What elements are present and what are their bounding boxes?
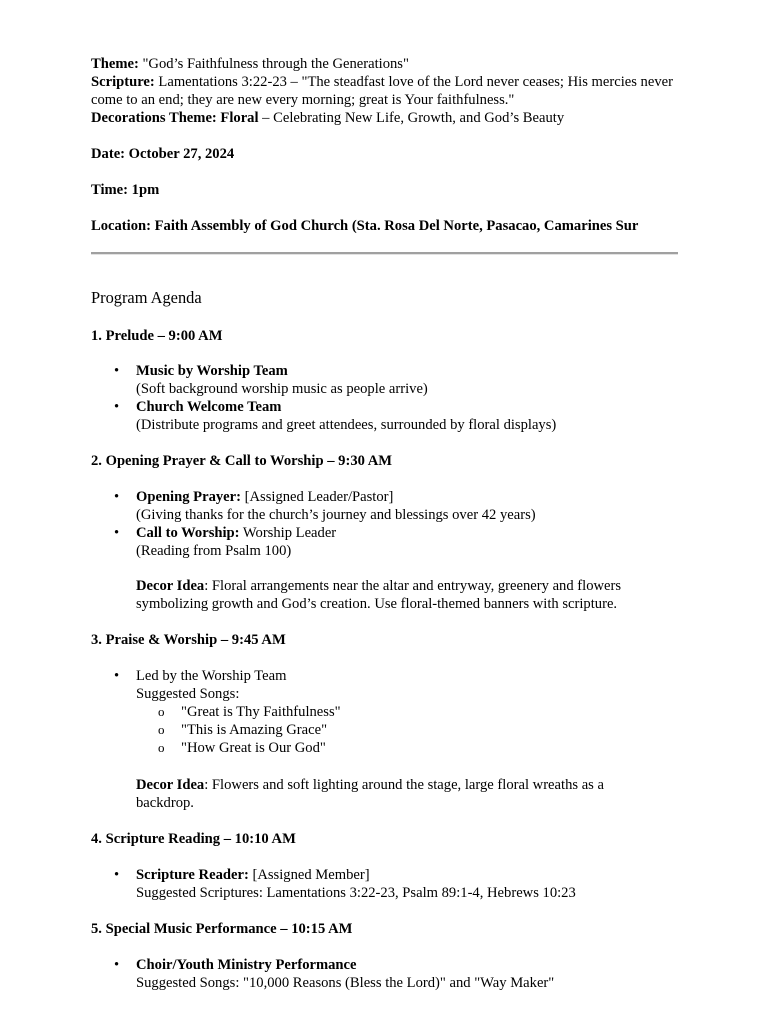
list-item <box>91 398 698 434</box>
decorations-text: – Celebrating New Life, Growth, and God’s Beauty <box>258 110 565 126</box>
agenda-item-list <box>91 488 698 560</box>
scripture-text: Lamentations 3:22-23 – "The steadfast love of the Lord never ceases; His mercies never come to an end; they are new every morning; great is Your faithfulness." <box>91 74 673 108</box>
bullet-note: Suggested Scriptures: Lamentations 3:22-23, Psalm 89:1-4, Hebrews 10:23 <box>136 885 576 901</box>
agenda-item-list <box>91 956 768 992</box>
agenda-item-heading: 2. Opening Prayer & Call to Worship – 9:30 AM <box>91 453 393 469</box>
song-item: o "How Great is Our God" <box>136 739 698 757</box>
bullet-note: (Soft background worship music as people arrive) <box>136 381 428 397</box>
scripture-line <box>91 73 698 109</box>
agenda-item-heading: 4. Scripture Reading – 10:10 AM <box>91 831 296 847</box>
bullet-note: (Giving thanks for the church’s journey and blessings over 42 years) <box>136 507 536 523</box>
decor-idea <box>136 577 640 613</box>
bullet-label: Music by Worship Team <box>136 363 288 379</box>
song-item: o "This is Amazing Grace" <box>136 721 698 739</box>
agenda-item-heading: 5. Special Music Performance – 10:15 AM <box>91 921 353 937</box>
agenda-title: Program Agenda <box>91 288 202 307</box>
list-item <box>91 956 768 992</box>
decorations-label: Decorations Theme: Floral <box>91 110 259 126</box>
decor-idea-text: : Flowers and soft lighting around the stage, large floral wreaths as a backdrop. <box>136 777 604 811</box>
bullet-text: [Assigned Member] <box>248 867 370 883</box>
theme-line <box>91 55 698 73</box>
bullet-label: Church Welcome Team <box>136 399 282 415</box>
bullet-text: Worship Leader <box>239 525 337 541</box>
suggested-songs-list <box>136 703 698 757</box>
agenda-item-heading: 1. Prelude – 9:00 AM <box>91 328 223 344</box>
bullet-label: Call to Worship: <box>136 525 240 541</box>
bullet-label: Choir/Youth Ministry Performance <box>136 957 357 973</box>
event-location: Location: Faith Assembly of God Church (Sta. Rosa Del Norte, Pasacao, Camarines Sur <box>91 218 639 234</box>
bullet-text: [Assigned Leader/Pastor] <box>240 489 394 505</box>
list-item <box>91 866 768 902</box>
horizontal-divider <box>91 252 678 255</box>
list-item <box>91 362 698 398</box>
list-item <box>91 488 698 524</box>
decor-idea-label: Decor Idea <box>136 777 205 793</box>
bullet-label: Opening Prayer: <box>136 489 241 505</box>
agenda-item-heading: 3. Praise & Worship – 9:45 AM <box>91 632 286 648</box>
agenda-item-list <box>91 362 698 434</box>
decor-idea <box>136 776 628 812</box>
event-time: Time: 1pm <box>91 182 160 198</box>
song-item: o "Great is Thy Faithfulness" <box>136 703 698 721</box>
bullet-label: Scripture Reader: <box>136 867 249 883</box>
list-item <box>91 524 698 560</box>
decor-idea-label: Decor Idea <box>136 578 205 594</box>
agenda-item-list <box>91 866 768 902</box>
event-date: Date: October 27, 2024 <box>91 146 235 162</box>
bullet-text: Led by the Worship Team <box>136 668 287 684</box>
list-item <box>91 667 698 757</box>
bullet-note: (Reading from Psalm 100) <box>136 543 292 559</box>
bullet-note: (Distribute programs and greet attendees, surrounded by floral displays) <box>136 417 557 433</box>
decor-idea-text: : Floral arrangements near the altar and entryway, greenery and flowers symbolizing growth and God’s creation. Use floral-themed banners with scripture. <box>136 578 622 612</box>
bullet-note: Suggested Songs: "10,000 Reasons (Bless the Lord)" and "Way Maker" <box>136 975 555 991</box>
agenda-item-list <box>91 667 698 757</box>
theme-text: "God’s Faithfulness through the Generations" <box>138 56 409 72</box>
decorations-line <box>91 109 698 127</box>
theme-label: Theme: <box>91 56 139 72</box>
bullet-note: Suggested Songs: <box>136 686 240 702</box>
scripture-label: Scripture: <box>91 74 155 90</box>
